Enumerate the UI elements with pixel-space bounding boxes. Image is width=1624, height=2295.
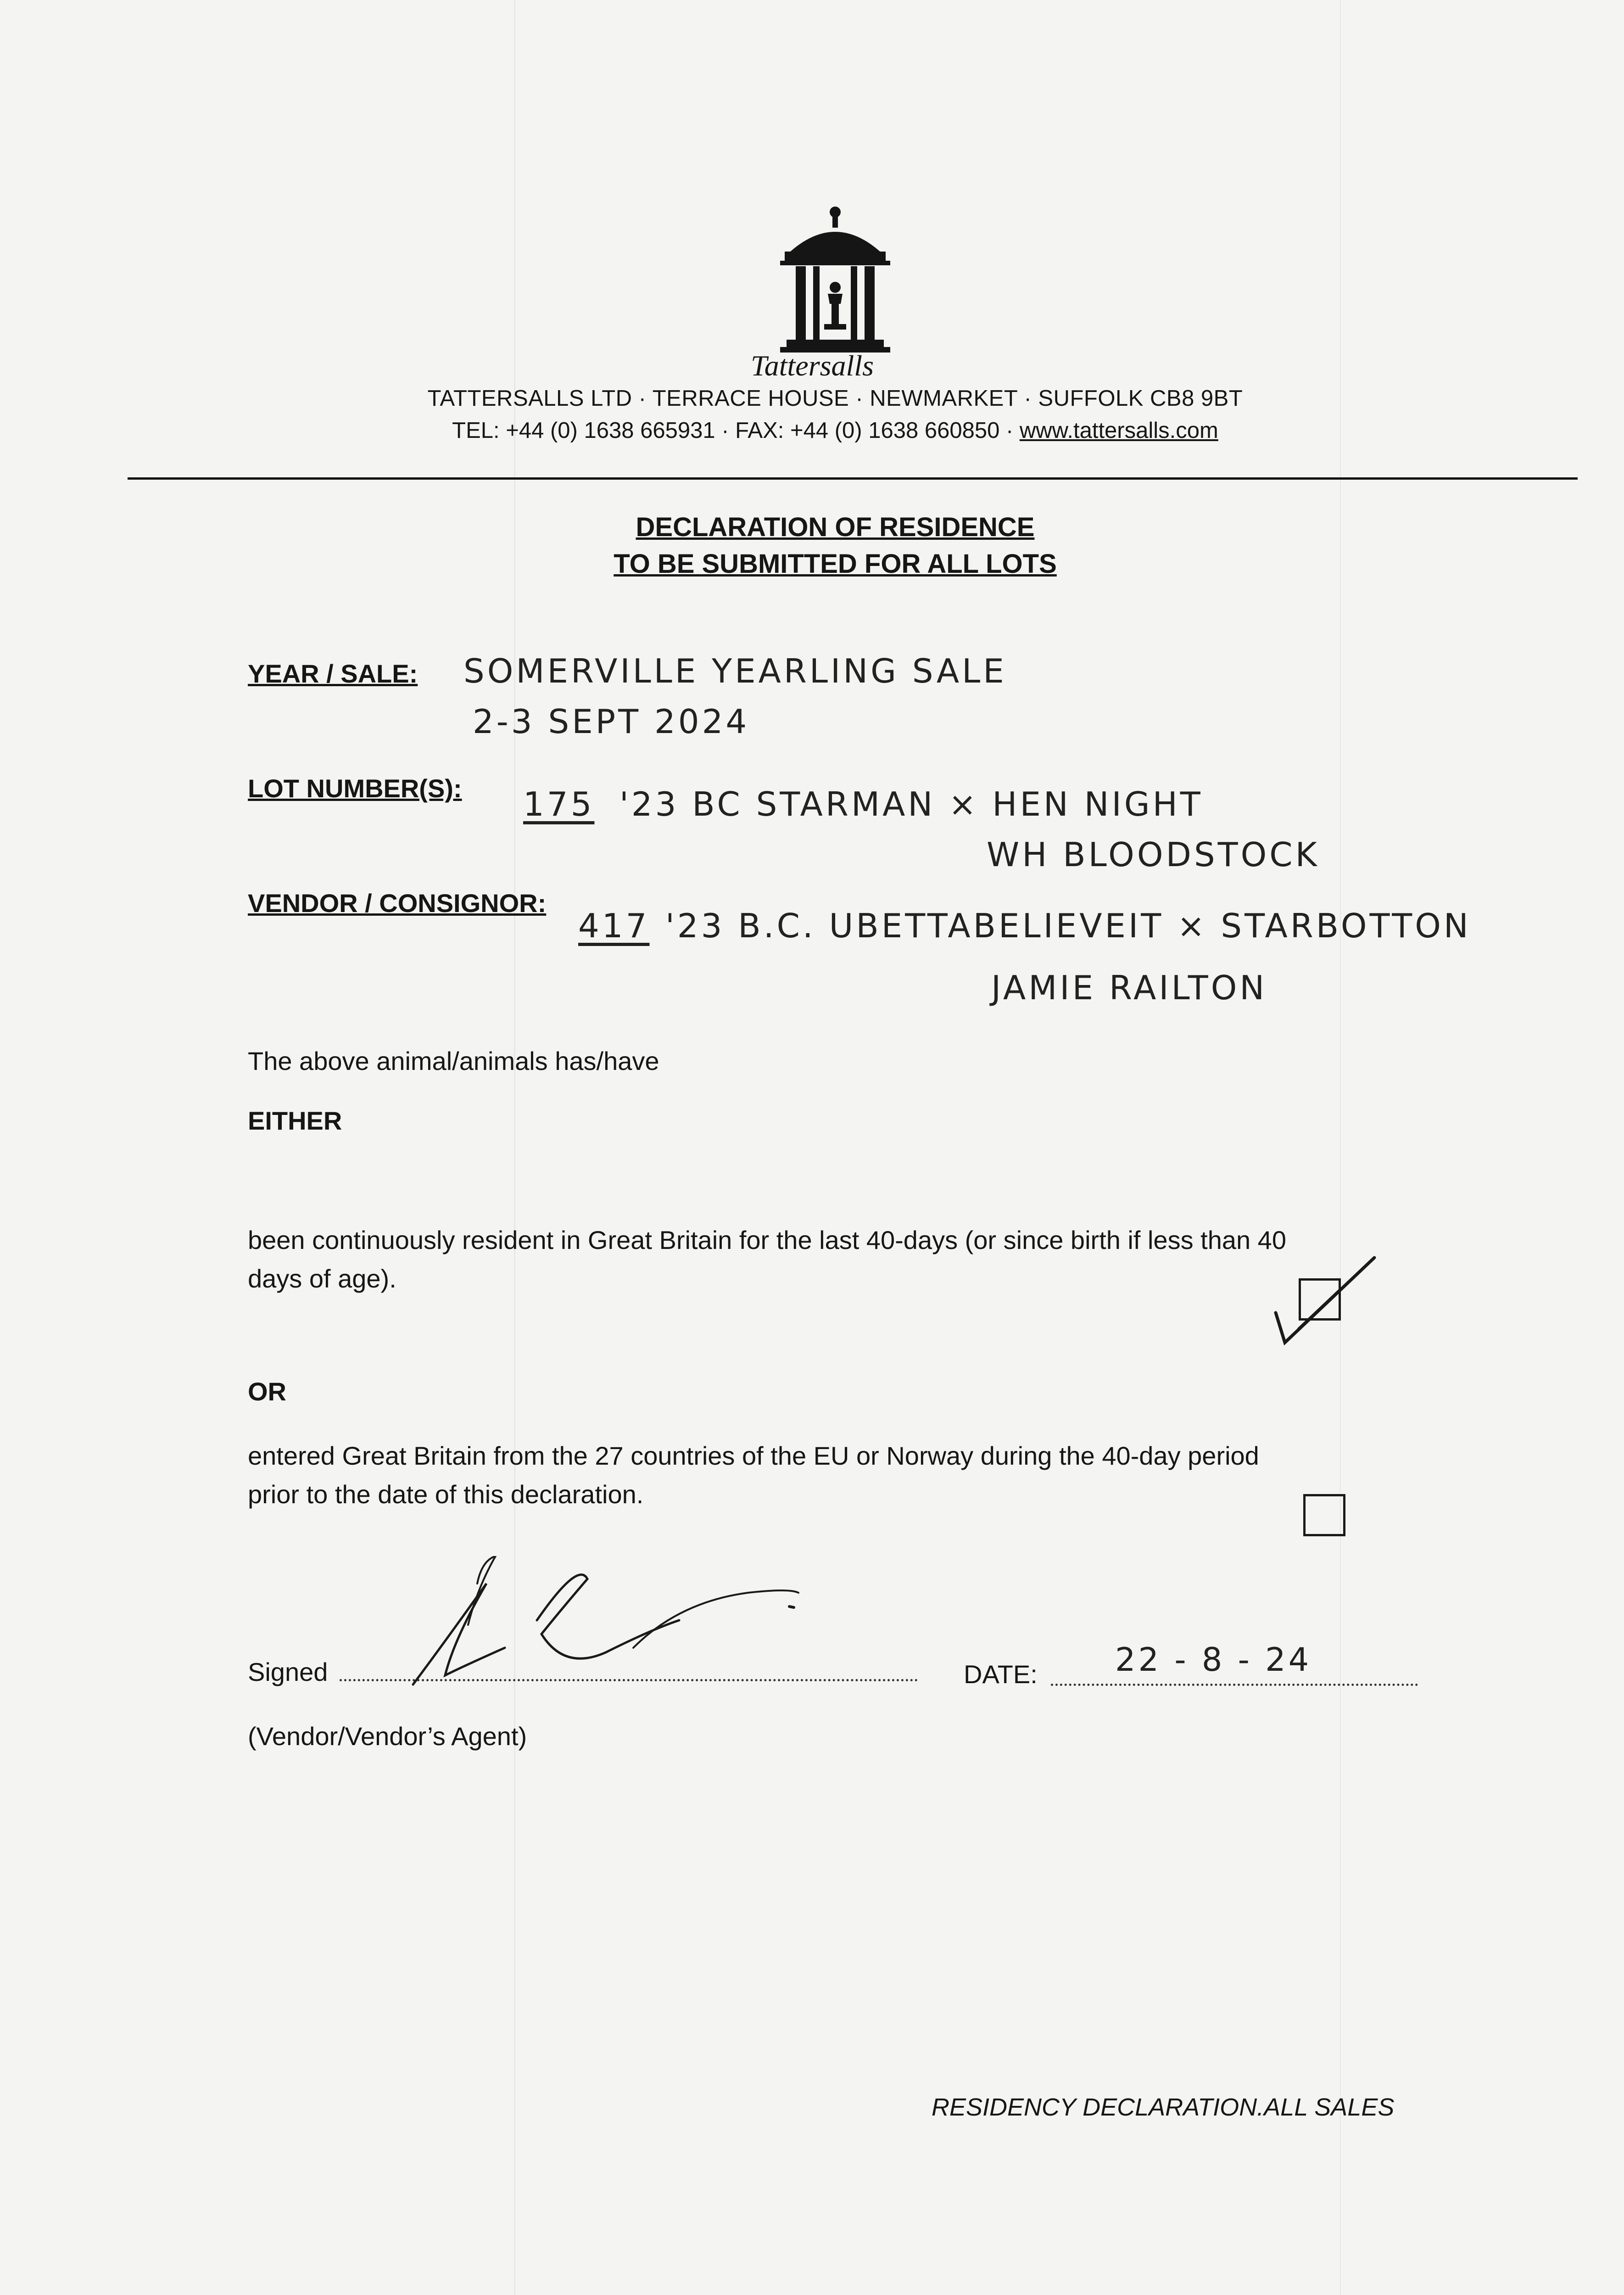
- footer-reference: RESIDENCY DECLARATION.ALL SALES: [932, 2093, 1395, 2121]
- tattersalls-logo-icon: [780, 202, 890, 353]
- option1-line2: days of age).: [248, 1264, 396, 1293]
- document-subtitle: TO BE SUBMITTED FOR ALL LOTS: [614, 549, 1057, 579]
- vendor-consignor-label: VENDOR / CONSIGNOR:: [248, 889, 547, 918]
- vendor-agent-label: (Vendor/Vendor’s Agent): [248, 1722, 527, 1751]
- option2-line2: prior to the date of this declaration.: [248, 1480, 644, 1509]
- option2-checkbox[interactable]: [1303, 1494, 1345, 1536]
- date-line[interactable]: [1051, 1684, 1418, 1686]
- option1-text: [248, 1221, 1286, 1298]
- date-label: DATE:: [964, 1660, 1038, 1689]
- lot2-description: '23 B.C. UBETTABELIEVEIT × STARBOTTON: [665, 907, 1471, 945]
- signature-scribble: [385, 1556, 835, 1694]
- lot1-description: '23 BC STARMAN × HEN NIGHT: [619, 785, 1203, 823]
- lot2-number: 417: [578, 907, 650, 945]
- checkmark-icon: [1271, 1253, 1381, 1354]
- option2-text: [248, 1437, 1259, 1514]
- brand-name: Tattersalls: [751, 349, 874, 382]
- lot1-vendor: WH BLOODSTOCK: [987, 835, 1320, 874]
- phone-fax: TEL: +44 (0) 1638 665931 · FAX: +44 (0) 1638 660850 ·: [452, 418, 1020, 443]
- declaration-intro: The above animal/animals has/have: [248, 1047, 659, 1075]
- year-sale-label: YEAR / SALE:: [248, 659, 418, 688]
- document-title: DECLARATION OF RESIDENCE: [636, 512, 1035, 542]
- signed-label: Signed: [248, 1657, 328, 1686]
- lot1-number: 175: [523, 785, 595, 823]
- header-divider: [128, 477, 1578, 480]
- company-address: TATTERSALLS LTD · TERRACE HOUSE · NEWMARKET · SUFFOLK CB8 9BT: [427, 386, 1243, 411]
- either-heading: EITHER: [248, 1106, 342, 1135]
- scan-fold-line: [514, 0, 515, 2295]
- lot-number-label: LOT NUMBER(S):: [248, 774, 462, 803]
- website-link[interactable]: www.tattersalls.com: [1019, 418, 1218, 443]
- scan-fold-line: [1340, 0, 1341, 2295]
- year-sale-date: 2-3 SEPT 2024: [473, 702, 750, 741]
- or-heading: OR: [248, 1377, 286, 1406]
- lot2-vendor: JAMIE RAILTON: [991, 968, 1267, 1007]
- year-sale-value: SOMERVILLE YEARLING SALE: [463, 652, 1007, 690]
- option1-line1: been continuously resident in Great Britain for the last 40-days (or since birth if less than 40: [248, 1226, 1286, 1254]
- date-value: 22 - 8 - 24: [1115, 1641, 1312, 1679]
- option2-line1: entered Great Britain from the 27 countries of the EU or Norway during the 40-day period: [248, 1441, 1259, 1470]
- company-contact: [321, 418, 1349, 443]
